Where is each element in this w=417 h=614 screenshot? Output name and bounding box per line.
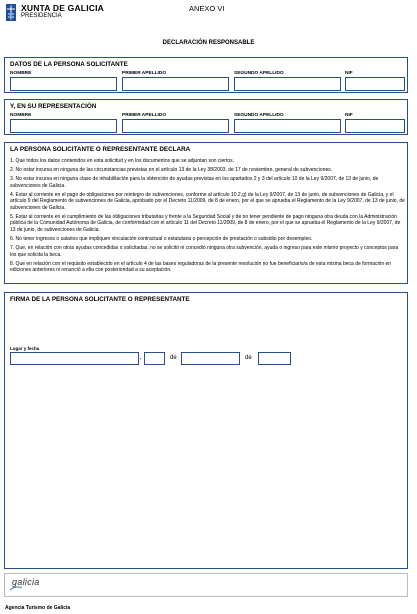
- declaration-item: 7. Que, en relación con otras ayudas concedidas o solicitadas, no se solicitó ni concedió ninguna otra subvención, ayuda o ingreso para este mismo proyecto y conceptos para los que solicita la beca.: [10, 245, 399, 258]
- footer-brand: galicia: [12, 577, 40, 587]
- xunta-logo-icon: [6, 4, 16, 21]
- applicant-surname2-label: SEGUNDO APELLIDO: [234, 71, 284, 76]
- org-title: XUNTA DE GALICIA: [21, 3, 105, 13]
- declaration-item: 5. Estar al corriente en el cumplimiento de las obligaciones tributarias y frente a la Seguridad Social y de no tener pendiente de pago ninguna otra deuda con la Administración pública de la Comunidad Autónoma de Galicia, de conformidad con el artículo 11 del Decreto 11/2009, de 8 de enero, por el que se aprueba el Reglamento de la Ley 9/2007, de 13 de junio, de subvenciones de Galicia.: [10, 213, 401, 233]
- representative-name-field[interactable]: [10, 119, 117, 133]
- month-field[interactable]: [181, 352, 240, 365]
- representative-surname2-field[interactable]: [234, 119, 341, 133]
- declaration-item: 3. No estar incursa en ninguna clase de inhabilitación para la obtención de ayudas previstas en los apartados 2 y 3 del artículo 10 de la Ley 9/2007, de 13 de junio, de subvenciones de Galicia.: [10, 176, 379, 189]
- year-field[interactable]: [258, 352, 291, 365]
- representative-surname1-field[interactable]: [122, 119, 229, 133]
- applicant-surname1-field[interactable]: [122, 77, 229, 91]
- place-date-label: Lugar y fecha: [10, 346, 40, 351]
- representative-nif-field[interactable]: [345, 119, 405, 133]
- representative-name-label: NOMBRE: [10, 113, 32, 118]
- declarations-section-title: LA PERSONA SOLICITANTE O REPRESENTANTE DECLARA: [10, 146, 191, 153]
- de-separator-2: de: [245, 355, 252, 361]
- footer-logo-box: [4, 573, 408, 597]
- applicant-nif-field[interactable]: [345, 77, 405, 91]
- annex-label: ANEXO VI: [189, 4, 225, 13]
- declaration-item: 6. No tener ingresos o salarios que impliquen vinculación contractual o estatutaria o percepción de prestación o subsidio por desempleo.: [10, 235, 313, 242]
- document-title: DECLARACIÓN RESPONSABLE: [162, 40, 255, 46]
- applicant-name-field[interactable]: [10, 77, 117, 91]
- footer-organization: Agencia Turismo de Galicia: [5, 605, 71, 611]
- org-subtitle: PRESIDENCIA: [21, 13, 62, 19]
- representative-section-title: Y, EN SU REPRESENTACIÓN: [10, 103, 97, 110]
- representative-nif-label: NIF: [345, 113, 353, 118]
- applicant-surname2-field[interactable]: [234, 77, 341, 91]
- applicant-surname1-label: PRIMER APELLIDO: [122, 71, 167, 76]
- applicant-section-title: DATOS DE LA PERSONA SOLICITANTE: [10, 61, 128, 68]
- representative-surname1-label: PRIMER APELLIDO: [122, 113, 167, 118]
- day-field[interactable]: [144, 352, 165, 365]
- declaration-item: 8. Que en relación con el requisito establecido en el artículo 4 de las bases reguladoras de la presente resolución no fue beneficiario/a de esta misma beca de formación en ediciones anteriores ni renunció a ella con posterioridad a su aceptación.: [10, 260, 392, 274]
- applicant-name-label: NOMBRE: [10, 71, 32, 76]
- applicant-section: [4, 57, 408, 93]
- declaration-item: 4. Estar al corriente en el pago de obligaciones por reintegro de subvenciones, conforme al artículo 10.2.g) de la Ley 9/2007, de 13 de junio, de subvenciones de Galicia, y el artículo 9 del Reglamento de subvenciones de Galicia, aprobado por el Decreto 11/2009, de 8 de enero, por el que se aprueba el Reglamento de la Ley 9/2007, de 13 de junio, de subvenciones de Galicia.: [10, 191, 405, 211]
- representative-surname2-label: SEGUNDO APELLIDO: [234, 113, 284, 118]
- declaration-item: 1. Que todos los datos contenidos en esta solicitud y en los documentos que se adjuntan son ciertos.: [10, 158, 235, 164]
- representative-section: [4, 99, 408, 135]
- place-field[interactable]: [10, 352, 139, 365]
- declarations-list: [10, 158, 406, 276]
- de-separator-1: de: [170, 355, 177, 361]
- applicant-nif-label: NIF: [345, 71, 353, 76]
- comma-separator: ,: [140, 355, 142, 361]
- declaration-item: 2. No estar incursa en ninguna de las circunstancias previstas en el artículo 13 de la Ley 38/2003, de 17 de noviembre, general de subvenciones.: [10, 167, 333, 174]
- signature-section: [4, 292, 408, 569]
- signature-section-title: FIRMA DE LA PERSONA SOLICITANTE O REPRESENTANTE: [10, 296, 190, 303]
